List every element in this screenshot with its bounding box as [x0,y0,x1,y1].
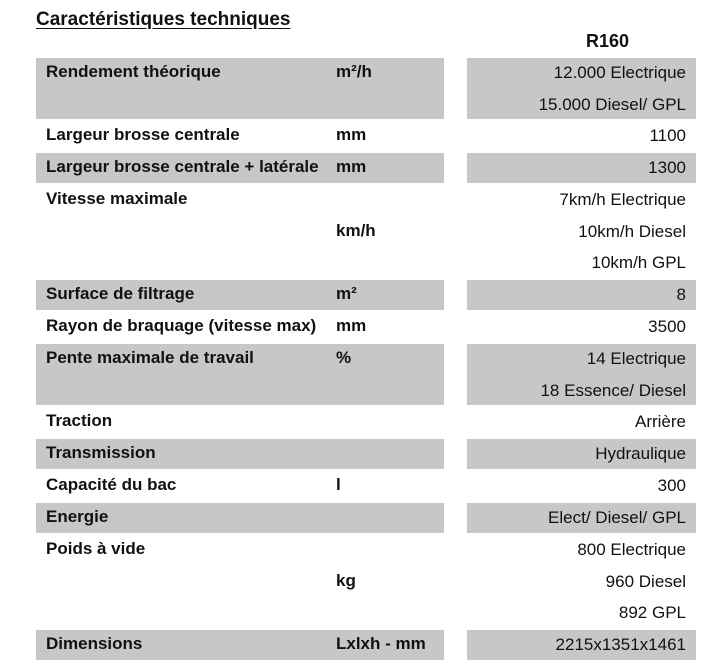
row-value-cell [467,280,696,312]
row-label-cell [36,121,444,153]
row-value-cell [467,471,696,503]
table-row [36,280,696,312]
row-label: Largeur brosse centrale + latérale [46,157,319,176]
row-unit: mm [336,125,367,144]
row-value-cell [467,439,696,471]
row-value-cell [467,407,696,439]
row-value: 3500 [648,317,686,336]
row-label-cell [36,280,444,312]
row-label: Vitesse maximale [46,189,188,208]
row-label-cell [36,471,444,503]
row-value: 10km/h Diesel [578,221,686,241]
table-row [36,630,696,662]
row-value: Arrière [634,412,686,431]
row-label: Rayon de braquage (vitesse max) [46,316,317,335]
row-value-cell [467,121,696,153]
table-row [36,407,696,439]
row-value: 960 Diesel [605,571,686,591]
table-row [36,471,696,503]
row-value: 892 GPL [618,603,686,622]
spec-table [36,58,696,662]
row-label: Dimensions [46,634,143,653]
row-value: 300 [657,476,686,495]
table-row [36,121,696,153]
row-value: 14 Electrique [586,349,686,368]
page-title: Caractéristiques techniques [36,9,291,30]
row-value: Elect/ Diesel/ GPL [548,508,686,527]
row-value-cell [467,535,696,630]
row-value: 1100 [649,126,686,145]
row-value: 12.000 Electrique [553,63,686,82]
row-unit: Lxlxh - mm [336,634,426,653]
row-value-cell [467,344,696,407]
row-label-cell [36,407,444,439]
row-label: Transmission [46,443,156,462]
row-value-cell [467,153,696,185]
table-row [36,344,696,407]
row-value-cell [467,503,696,535]
table-row [36,58,696,121]
row-value: 8 [676,285,686,304]
row-unit: kg [336,570,356,590]
row-label-cell [36,439,444,471]
row-unit: m² [336,284,357,303]
row-value: 7km/h Electrique [559,190,686,209]
row-label: Largeur brosse centrale [46,125,240,144]
row-value: 2215x1351x1461 [555,635,686,654]
row-value-cell [467,185,696,280]
row-value: 800 Electrique [577,540,686,559]
table-row [36,153,696,185]
table-row [36,185,696,280]
row-unit: km/h [336,220,376,240]
row-label: Capacité du bac [46,475,177,494]
row-label-cell [36,503,444,535]
row-value: 10km/h GPL [591,253,686,272]
row-value-cell [467,630,696,662]
row-value: 18 Essence/ Diesel [540,380,686,400]
row-value: 15.000 Diesel/ GPL [538,94,686,114]
row-label: Energie [46,507,109,526]
row-label: Traction [46,411,113,430]
model-header: R160 [586,31,630,51]
row-label-cell [36,630,444,662]
row-unit: mm [336,316,367,335]
row-value-cell [467,312,696,344]
row-value-cell [467,58,696,121]
row-label: Poids à vide [46,539,146,558]
row-unit: l [336,475,341,494]
row-label-cell [36,312,444,344]
table-row [36,535,696,630]
row-value: 1300 [648,158,686,177]
row-unit: mm [336,157,367,176]
row-label: Surface de filtrage [46,284,195,303]
table-row [36,312,696,344]
row-label-cell [36,344,444,407]
table-row [36,439,696,471]
row-label-cell [36,185,444,280]
row-value: Hydraulique [595,444,686,463]
row-label: Rendement théorique [46,62,221,81]
row-label: Pente maximale de travail [46,348,254,367]
row-label-cell [36,153,444,185]
row-label-cell [36,535,444,630]
table-row [36,503,696,535]
row-label-cell [36,58,444,121]
row-unit: m²/h [336,62,372,81]
row-unit: % [336,348,352,367]
